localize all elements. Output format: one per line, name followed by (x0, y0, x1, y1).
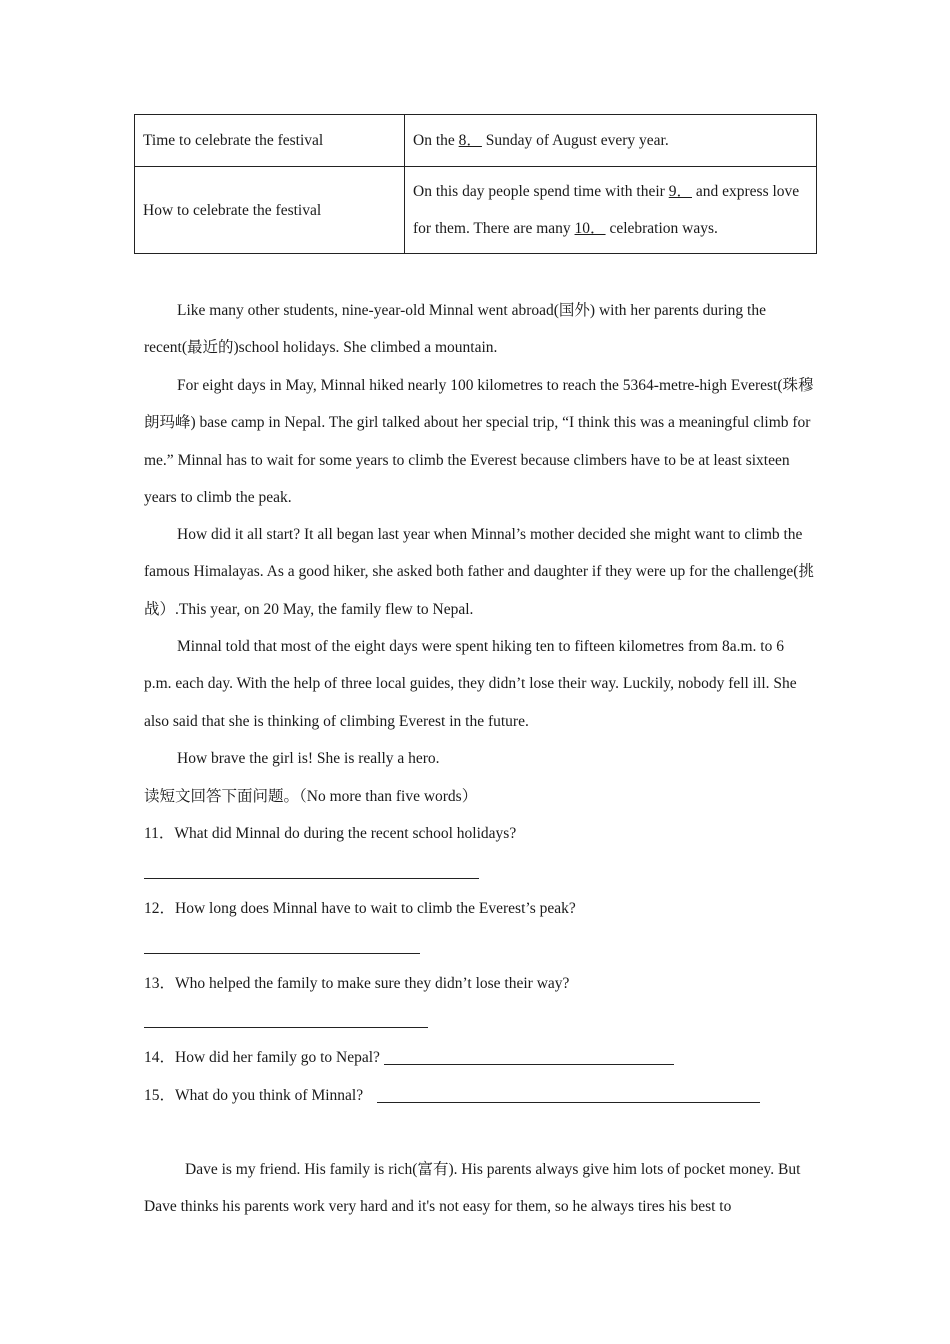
question-15: 15．What do you think of Minnal? (144, 1087, 364, 1104)
table-label-how: How to celebrate the festival (135, 167, 405, 254)
passage-paragraph-4: Minnal told that most of the eight days were spent hiking ten to fifteen kilometres from 8a.m. to 6 p.m. each day. With the help of three local guides, they didn’t lose their way. Luckily, nobody fell ill. She also said that she is thinking of climbing Everest in the future. (144, 638, 797, 730)
cell-text: On the (413, 132, 459, 149)
passage-paragraph-1: Like many other students, nine-year-old Minnal went abroad(国外) with her parents during the recent(最近的)school holidays. She climbed a mountain. (144, 302, 766, 357)
table-label-time: Time to celebrate the festival (135, 115, 405, 167)
question-15-row (144, 1086, 760, 1106)
cell-text: and express love for them. There are many (413, 183, 800, 237)
answer-line-11[interactable] (144, 878, 479, 879)
question-14-row (144, 1048, 674, 1068)
table-cell-time (405, 115, 817, 167)
table-row (135, 115, 817, 167)
passage-paragraph-2: For eight days in May, Minnal hiked nearly 100 kilometres to reach the 5364-metre-high Everest(珠穆朗玛峰) base camp in Nepal. The girl talked about her special trip, “I think this was a meaningful climb for me.” Minnal has to wait for some years to climb the Everest because climbers have to be at least sixteen years to climb the peak. (144, 377, 814, 507)
cell-text: Sunday of August every year. (481, 132, 669, 149)
blank-9[interactable]: 9． (668, 183, 692, 200)
blank-8[interactable]: 8． (458, 132, 482, 149)
table-cell-how (405, 167, 817, 254)
festival-table (134, 114, 817, 254)
answer-line-13[interactable] (144, 1027, 428, 1028)
passage-paragraph-3: How did it all start? It all began last year when Minnal’s mother decided she might want to climb the famous Himalayas. As a good hiker, she asked both father and daughter if they were up for the challenge(挑战）.This year, on 20 May, the family flew to Nepal. (144, 526, 814, 618)
instruction-text: 读短文回答下面问题。（No more than five words） (144, 788, 478, 805)
passage-paragraph-5: How brave the girl is! She is really a hero. (177, 750, 440, 767)
cell-text: On this day people spend time with their (413, 183, 669, 200)
cell-text: celebration ways. (605, 220, 718, 237)
next-passage-paragraph: Dave is my friend. His family is rich(富有). His parents always give him lots of pocket money. But Dave thinks his parents work very hard and it's not easy for them, so he always tires his best to (144, 1161, 801, 1216)
table-row (135, 167, 817, 254)
question-14: 14．How did her family go to Nepal? (144, 1049, 380, 1066)
question-13: 13．Who helped the family to make sure they didn’t lose their way? (144, 975, 570, 992)
answer-line-14[interactable] (384, 1064, 674, 1065)
blank-10[interactable]: 10． (574, 220, 606, 237)
answer-line-15[interactable] (377, 1102, 760, 1103)
question-12: 12．How long does Minnal have to wait to climb the Everest’s peak? (144, 900, 576, 917)
question-11: 11．What did Minnal do during the recent school holidays? (144, 825, 517, 842)
answer-line-12[interactable] (144, 953, 420, 954)
